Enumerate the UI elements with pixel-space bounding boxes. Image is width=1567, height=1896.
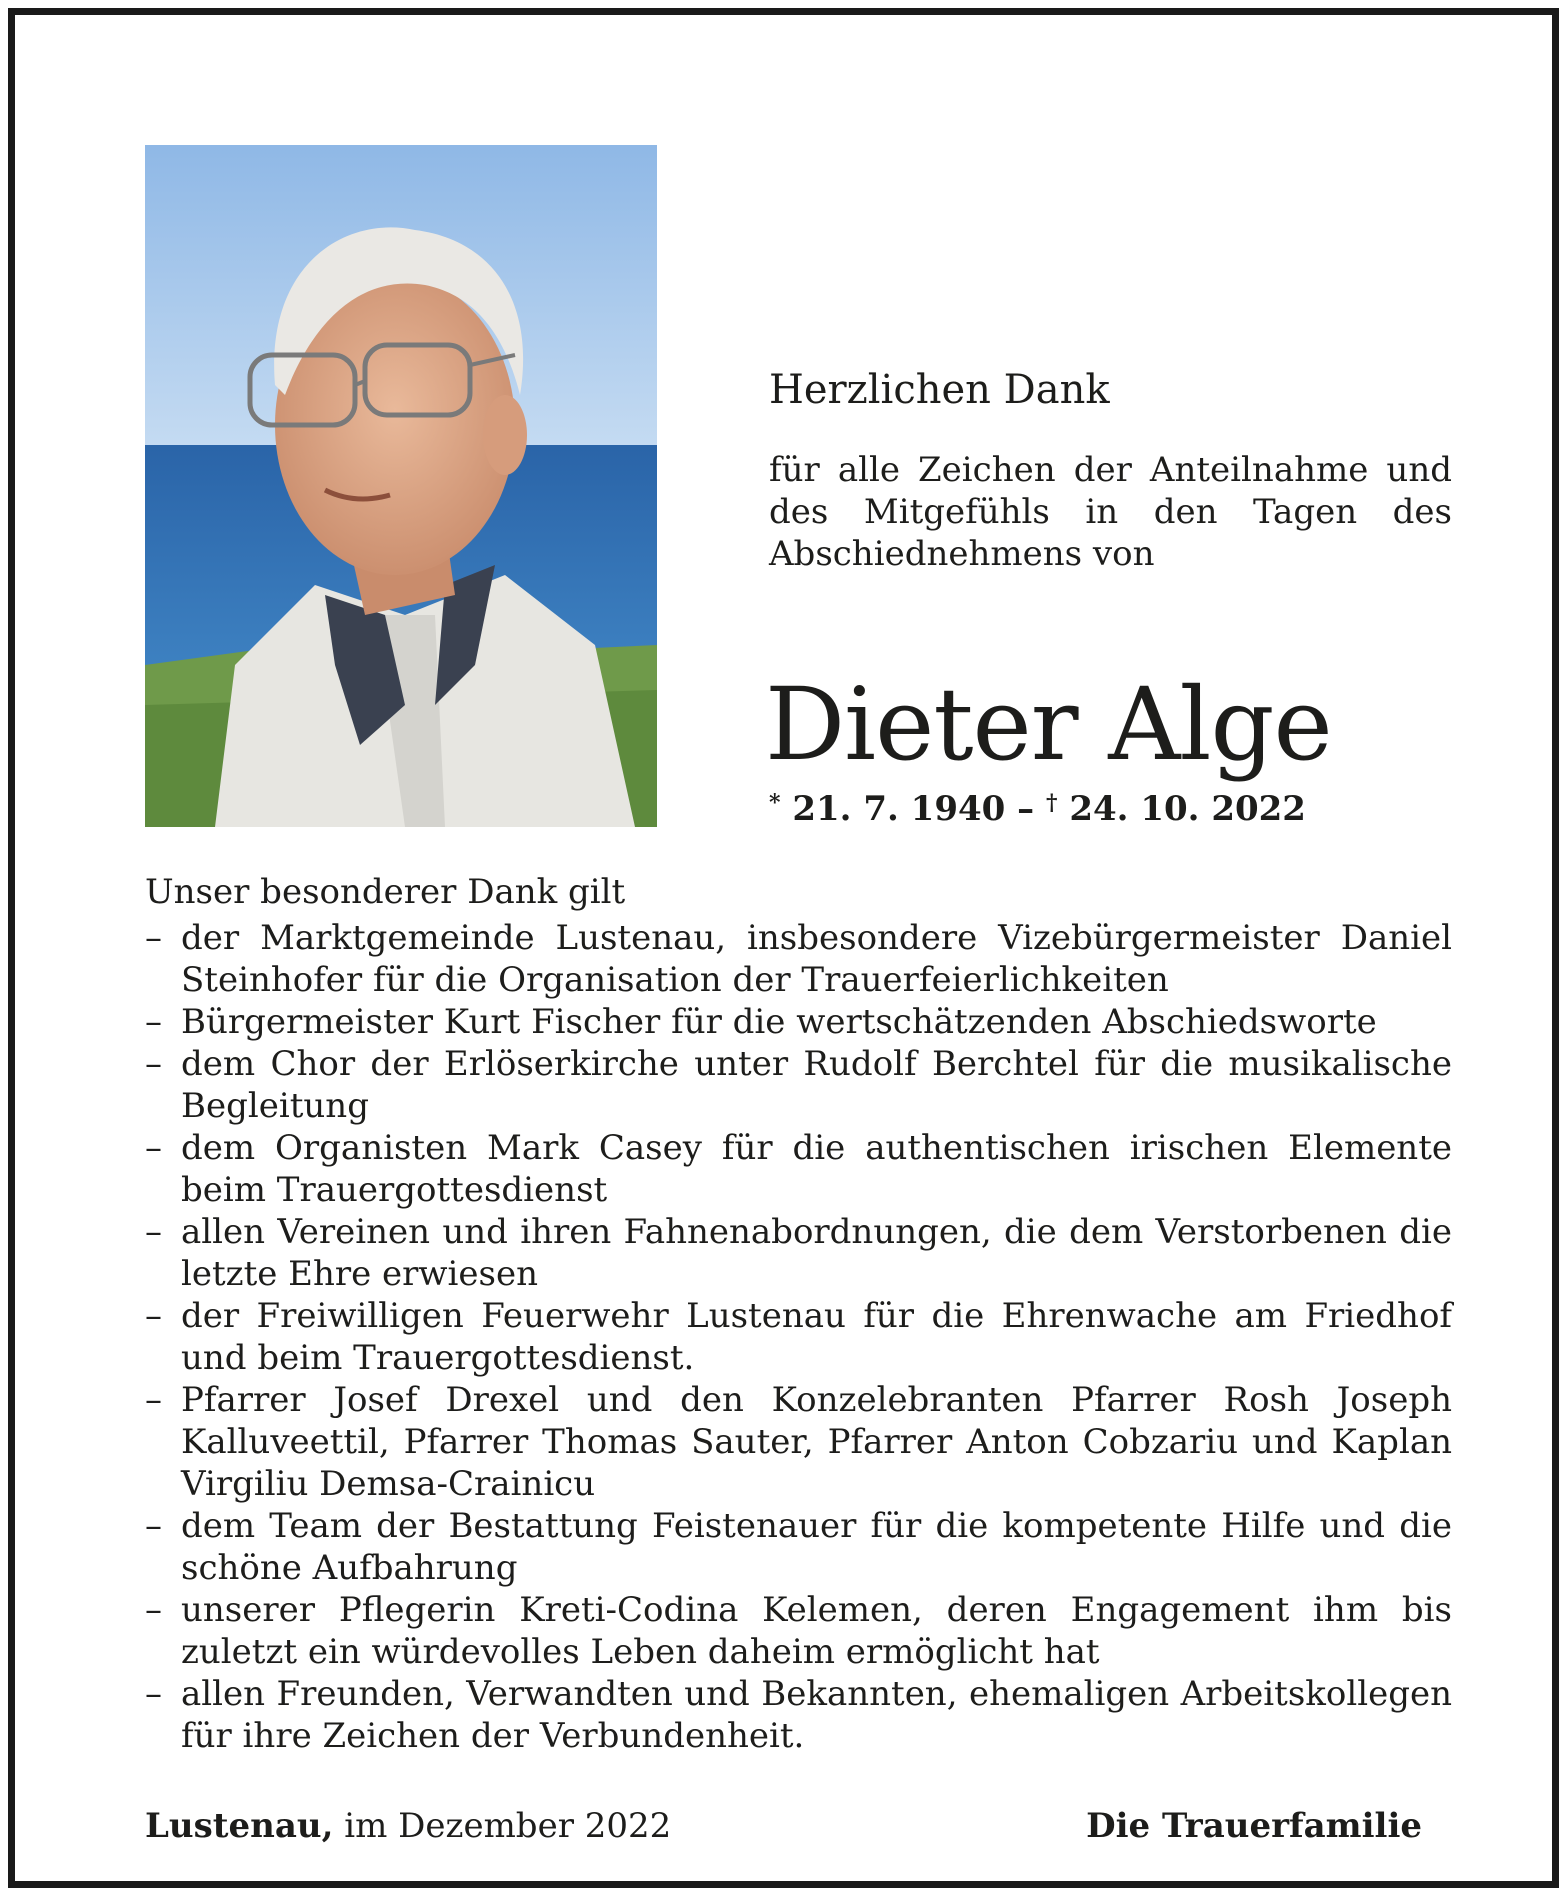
deceased-name: Dieter Alge	[765, 666, 1332, 783]
dash: –	[145, 1128, 162, 1168]
dash: –	[145, 1044, 162, 1084]
intro-text: für alle Zeichen der Anteilnahme und des Mitgefühls in den Tagen des Abschiednehmens von	[769, 450, 1452, 574]
date-separator: –	[1017, 789, 1035, 829]
list-item: – Bürgermeister Kurt Fischer für die wertschätzenden Abschiedsworte	[145, 1002, 1377, 1042]
intro-block	[769, 363, 1452, 575]
list-item: – Pfarrer Josef Drexel und den Konzelebranten Pfarrer Rosh Joseph Kalluveettil, Pfarrer Thomas Sauter, Pfarrer Anton Cobzariu und Kaplan Virgiliu Demsa-Crainicu	[145, 1380, 1452, 1504]
birth-symbol: *	[769, 790, 781, 816]
footer-place-date	[145, 1805, 671, 1847]
list-item: – unserer Pflegerin Kreti-Codina Kelemen, deren Engagement ihm bis zuletzt ein würdevolles Leben daheim ermöglicht hat	[145, 1590, 1452, 1672]
list-item: – dem Team der Bestattung Feistenauer für die kompetente Hilfe und die schöne Aufbahrung	[145, 1506, 1452, 1588]
dash: –	[145, 1212, 162, 1252]
life-dates	[769, 789, 1306, 829]
list-item: – der Marktgemeinde Lustenau, insbesondere Vizebürgermeister Daniel Steinhofer für die Organisation der Trauerfeierlichkeiten	[145, 918, 1452, 1000]
thanks-intro: Unser besonderer Dank gilt	[145, 872, 626, 912]
dash: –	[145, 1296, 162, 1336]
dash: –	[145, 918, 162, 958]
list-item: – dem Organisten Mark Casey für die authentischen irischen Elemente beim Trauergottesdienst	[145, 1128, 1452, 1210]
obituary-frame	[8, 8, 1559, 1888]
footer-place: Lustenau,	[145, 1806, 334, 1846]
death-date: 24. 10. 2022	[1069, 789, 1306, 829]
dash: –	[145, 1506, 162, 1546]
portrait-photo	[145, 145, 657, 827]
birth-date: 21. 7. 1940	[792, 789, 1006, 829]
dash: –	[145, 1002, 162, 1042]
dash: –	[145, 1674, 162, 1714]
death-symbol: †	[1046, 790, 1058, 816]
footer-signature: Die Trauerfamilie	[1086, 1806, 1422, 1846]
list-item: – dem Chor der Erlöserkirche unter Rudolf Berchtel für die musikalische Begleitung	[145, 1044, 1452, 1126]
footer-date: im Dezember 2022	[344, 1806, 672, 1846]
dash: –	[145, 1590, 162, 1630]
thanks-list	[145, 917, 1452, 1757]
list-item: – der Freiwilligen Feuerwehr Lustenau für die Ehrenwache am Friedhof und beim Trauergottesdienst.	[145, 1296, 1452, 1378]
thanks-section	[145, 871, 1452, 1757]
dash: –	[145, 1380, 162, 1420]
list-item: – allen Vereinen und ihren Fahnenabordnungen, die dem Verstorbenen die letzte Ehre erwiesen	[145, 1212, 1452, 1294]
intro-heading: Herzlichen Dank	[769, 367, 1110, 413]
list-item: – allen Freunden, Verwandten und Bekannten, ehemaligen Arbeitskollegen für ihre Zeichen der Verbundenheit.	[145, 1674, 1452, 1756]
